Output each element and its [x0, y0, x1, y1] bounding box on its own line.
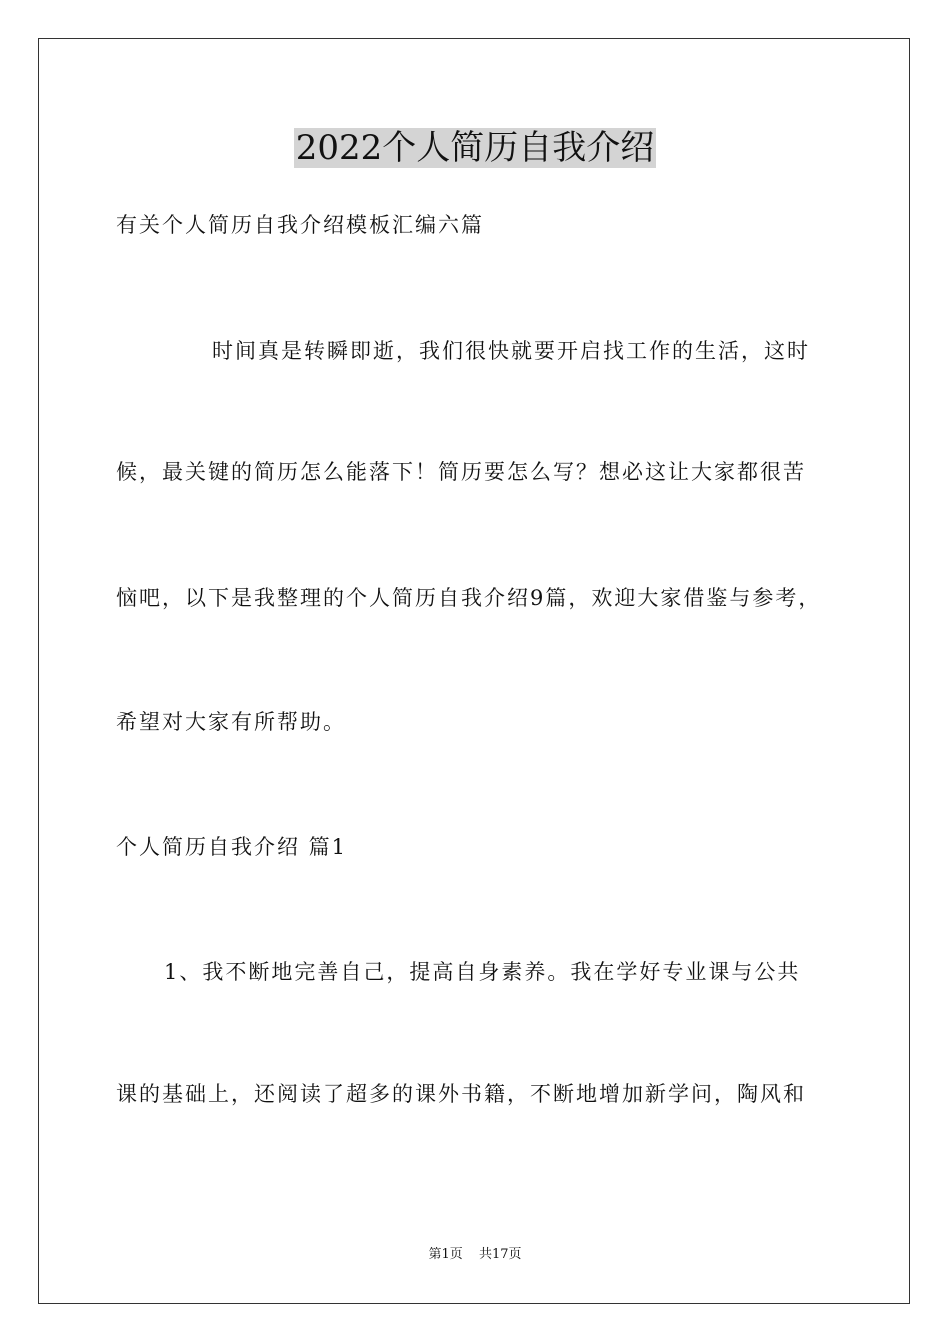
- paragraph-2-line-2: 课的基础上，还阅读了超多的课外书籍，不断地增加新学问，陶风和: [116, 1082, 806, 1106]
- document-subtitle: 有关个人简历自我介绍模板汇编六篇: [116, 213, 484, 237]
- title-container: [0, 128, 950, 168]
- document-title: 2022个人简历自我介绍: [295, 128, 655, 168]
- page-number-total: 共17页: [478, 1247, 522, 1262]
- paragraph-1-line-2: 候，最关键的简历怎么能落下！简历要怎么写？想必这让大家都很苦: [116, 460, 806, 484]
- page-footer: [0, 1246, 950, 1264]
- paragraph-2-line-1: 1、我不断地完善自己，提高自身素养。我在学好专业课与公共: [164, 960, 801, 984]
- page-number-current: 第1页: [428, 1247, 463, 1262]
- paragraph-1-line-4: 希望对大家有所帮助。: [116, 710, 346, 734]
- paragraph-1-line-3: 恼吧，以下是我整理的个人简历自我介绍9篇，欢迎大家借鉴与参考，: [116, 586, 822, 610]
- section-heading: 个人简历自我介绍 篇1: [116, 835, 348, 859]
- paragraph-1-line-1: 时间真是转瞬即逝，我们很快就要开启找工作的生活，这时: [212, 339, 810, 363]
